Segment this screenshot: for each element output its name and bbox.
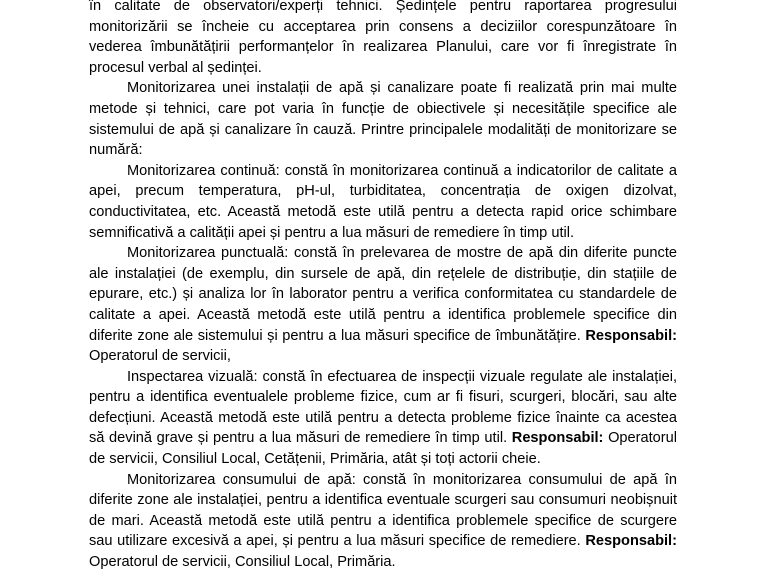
responsible-value: Operatorul de servicii, bbox=[89, 348, 231, 365]
responsible-label: Responsabil: bbox=[585, 327, 677, 344]
responsible-label: Responsabil: bbox=[585, 533, 677, 550]
paragraph-consumption-monitoring bbox=[89, 470, 677, 573]
paragraph-visual-inspection bbox=[89, 367, 677, 470]
spot-monitoring-text: Monitorizarea punctuală: constă în prelevarea de mostre de apă din diferite puncte ale instalației (de exemplu, din sursele de apă, din rețelele de distribuție, din stațiile de epurare, etc.) și analiza lor în laborator pentru a verifica conformitatea cu standardele de calitate a apei. Această metodă este utilă pentru a identifica problemele specifice din diferite zone ale sistemului și pentru a lua măsuri specifice de îmbunătățire. bbox=[89, 245, 677, 344]
responsible-value: Operatorul de servicii, Consiliul Local, Cetățenii, Primăria, atât și toți actorii cheie. bbox=[89, 430, 678, 468]
paragraph-spot-monitoring bbox=[89, 243, 677, 367]
document-body bbox=[89, 0, 677, 573]
paragraph-monitoring-intro: Monitorizarea unei instalații de apă și canalizare poate fi realizată prin mai multe metode și tehnici, care pot varia în funcție de obiectivele și necesitățile specifice ale sistemului de apă și canalizare în cauză. Printre principalele modalități de monitorizare se numără: bbox=[89, 80, 677, 159]
paragraph-meetings: în calitate de observatori/experți tehnici. Ședințele pentru raportarea progresului monitorizării se încheie cu acceptarea prin consens a deciziilor corespunzătoare în vederea îmbunătățirii performanțelor în realizarea Planului, care vor fi înregistrate în procesul verbal al ședinței. bbox=[89, 0, 677, 76]
paragraph-continuous-monitoring: Monitorizarea continuă: constă în monitorizarea continuă a indicatorilor de calitate a apei, precum temperatura, pH-ul, turbiditatea, concentrația de oxigen dizolvat, conductivitatea, etc. Această metodă este utilă pentru a detecta rapid orice schimbare semnificativă a calității apei și pentru a lua măsuri de remediere în timp util. bbox=[89, 162, 677, 241]
consumption-monitoring-text: Monitorizarea consumului de apă: constă în monitorizarea consumului de apă în diferite zone ale instalației, pentru a identifica eventuale scurgeri sau consumuri neobișnuit de mari. Această metodă este utilă pentru a identifica problemele specifice de scurgere sau utilizare excesivă a apei, și pentru a lua măsuri specifice de remediere. bbox=[89, 471, 677, 550]
responsible-label: Responsabil: bbox=[511, 430, 604, 447]
responsible-value: Operatorul de servicii, Consiliul Local, Primăria. bbox=[89, 554, 396, 571]
visual-inspection-text: Inspectarea vizuală: constă în efectuarea de inspecții vizuale regulate ale instalației, pentru a identifica eventualele probleme fizice, cum ar fi fisuri, scurgeri, blocări, sau alte defecțiuni. Această metodă este utilă pentru a detecta probleme fizice înainte ca acestea să devină grave și pentru a lua măsuri de remediere în timp util. bbox=[89, 368, 677, 447]
